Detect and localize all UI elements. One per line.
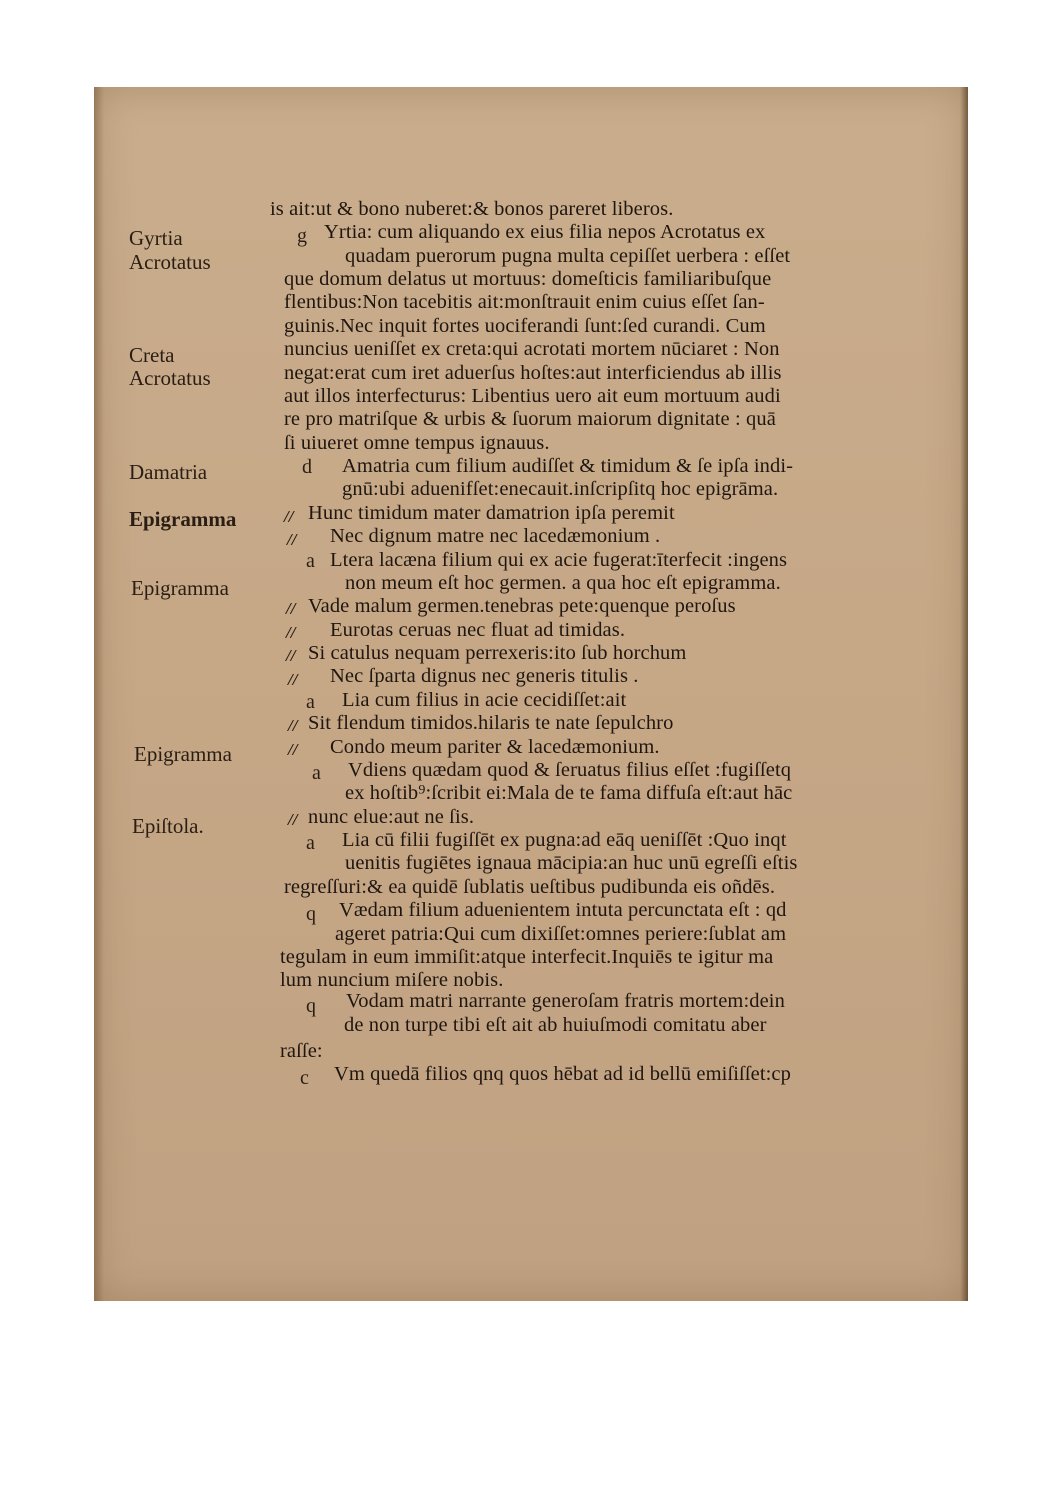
text-line: tegulam in eum immiſit:atque interfecit.Inquiēs te igitur ma <box>280 946 774 968</box>
verse-mark: // <box>288 670 298 689</box>
text-line: gnū:ubi aduenifſet:enecauit.inſcripſitq hoc epigrāma. <box>342 478 779 500</box>
verse-mark: // <box>288 810 298 829</box>
text-line: regreſſuri:& ea quidē ſublatis ueſtibus pudibunda eis oñdēs. <box>284 876 776 898</box>
text-line: Vm quedā filios qnq quos hēbat ad id bellū emiſiſſet:cp <box>334 1063 791 1085</box>
text-line: flentibus:Non tacebitis ait:monſtrauit enim cuius eſſet ſan- <box>284 291 765 313</box>
text-line: Amatria cum filium audiſſet & timidum & ſe ipſa indi- <box>342 455 794 477</box>
text-line: Yrtia: cum aliquando ex eius filia nepos Acrotatus ex <box>324 221 766 243</box>
section-letter-a-2: a <box>306 691 315 713</box>
text-line: guinis.Nec inquit fortes uociferandi ſunt:ſed curandi. Cum <box>284 315 766 337</box>
verse-mark: // <box>288 716 298 735</box>
text-line: Vædam filium aduenientem intuta percunctata eſt : qd <box>339 899 787 921</box>
text-line: nuncius ueniſſet ex creta:qui acrotati mortem nūciaret : Non <box>284 338 780 360</box>
section-letter-a-4: a <box>306 832 315 854</box>
verse-mark: // <box>286 623 296 642</box>
margin-note-epigramma-3: Epigramma <box>134 742 232 766</box>
text-line: que domum delatus ut mortuus: domeſticis familiaribuſque <box>284 268 772 290</box>
text-line: Nec dignum matre nec lacedæmonium . <box>330 525 661 547</box>
section-letter-c: c <box>300 1067 309 1089</box>
verse-mark: // <box>286 646 296 665</box>
section-letter-d: d <box>302 456 312 478</box>
text-line: quadam puerorum pugna multa cepiſſet uerbera : eſſet <box>345 245 791 267</box>
text-line: re pro matriſque & urbis & ſuorum maiorum dignitate : quā <box>284 408 776 430</box>
text-line: Lia cū filii fugiſſēt ex pugna:ad eāq ueniſſēt :Quo inqt <box>342 829 787 851</box>
section-letter-q: q <box>306 903 316 925</box>
text-line: Lia cum filius in acie cecidiſſet:ait <box>342 689 627 711</box>
margin-note-damatria: Damatria <box>129 460 208 484</box>
text-line: lum nuncium miſere nobis. <box>280 969 504 991</box>
section-letter-q-2: q <box>306 995 316 1017</box>
text-line: ageret patria:Qui cum dixiſſet:omnes periere:ſublat am <box>335 923 787 945</box>
text-line: non meum eſt hoc germen. a qua hoc eſt epigramma. <box>345 572 781 594</box>
text-line: ex hoſtib⁹:ſcribit ei:Mala de te fama diffuſa eſt:aut hāc <box>345 782 793 804</box>
text-line: Vodam matri narrante generoſam fratris mortem:dein <box>346 990 785 1012</box>
margin-note-acrotatus-2: Acrotatus <box>129 366 211 390</box>
text-line: negat:erat cum iret aduerſus hoſtes:aut interficiendus ab illis <box>284 362 782 384</box>
text-line: aut illos interfecturus: Libentius uero ait eum mortuum audi <box>284 385 781 407</box>
text-line: raſſe: <box>280 1040 323 1062</box>
text-line: ſi uiueret omne tempus ignauus. <box>284 432 550 454</box>
text-line: Nec ſparta dignus nec generis titulis . <box>330 665 639 687</box>
text-line: Condo meum pariter & lacedæmonium. <box>330 736 660 758</box>
text-line: is ait:ut & bono nuberet:& bonos pareret liberos. <box>270 198 674 220</box>
text-line: uenitis fugiētes ignaua mācipia:an huc unū egreſſi eſtis <box>345 852 798 874</box>
verse-mark: // <box>288 740 298 759</box>
text-line: Sit flendum timidos.hilaris te nate ſepulchro <box>308 712 674 734</box>
margin-note-acrotatus: Acrotatus <box>129 250 211 274</box>
text-line: Eurotas ceruas nec fluat ad timidas. <box>330 619 626 641</box>
section-letter-g: g <box>297 225 307 247</box>
text-line: Si catulus nequam perrexeris:ito ſub horchum <box>308 642 687 664</box>
text-line: Ltera lacæna filium qui ex acie fugerat:īterfecit :ingens <box>330 549 788 571</box>
verse-mark: // <box>284 507 294 526</box>
book-page <box>94 87 968 1301</box>
margin-note-gyrtia: Gyrtia <box>129 226 183 250</box>
text-line: Hunc timidum mater damatrion ipſa peremit <box>308 502 675 524</box>
margin-note-epigramma-2: Epigramma <box>131 576 229 600</box>
section-letter-a-3: a <box>312 762 321 784</box>
section-letter-a: a <box>306 550 315 572</box>
verse-mark: // <box>287 530 297 549</box>
text-line: de non turpe tibi eſt ait ab huiuſmodi comitatu aber <box>344 1014 767 1036</box>
margin-note-epigramma: Epigramma <box>129 507 237 531</box>
margin-note-epistola: Epiſtola. <box>132 814 204 838</box>
text-line: Vade malum germen.tenebras pete:quenque peroſus <box>308 595 736 617</box>
text-line: nunc elue:aut ne ſis. <box>308 806 475 828</box>
margin-note-creta: Creta <box>129 343 175 367</box>
text-line: Vdiens quædam quod & ſeruatus filius eſſet :fugiſſetq <box>348 759 792 781</box>
verse-mark: // <box>286 599 296 618</box>
